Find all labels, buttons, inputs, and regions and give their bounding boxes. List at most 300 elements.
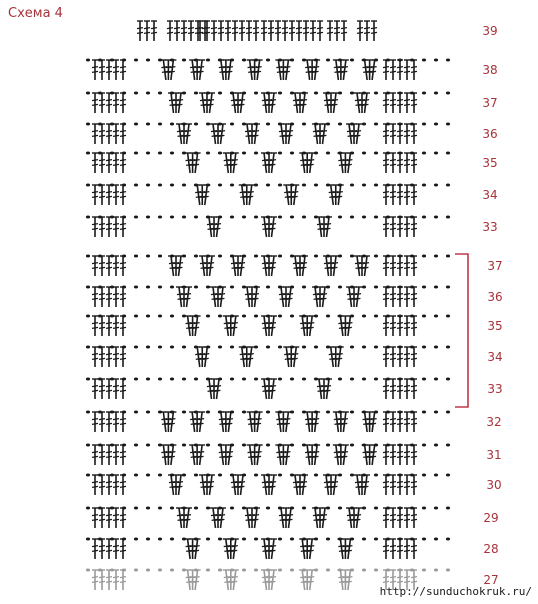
row-number: 31 [486, 448, 502, 462]
stitch-cross-bar [411, 100, 417, 101]
treble-stitch [231, 316, 239, 336]
row-labels [482, 24, 502, 587]
stitch-cross-bar [411, 456, 417, 457]
treble-stitch [231, 153, 239, 173]
treble-stitch [278, 287, 286, 307]
treble-stitch [370, 60, 378, 80]
stitch-cross-bar [92, 323, 98, 324]
chain-stitch [170, 378, 174, 381]
chain-stitch [266, 346, 270, 349]
stitch-cross-bar [397, 267, 403, 268]
chain-stitch [194, 286, 198, 289]
chain-stitch [362, 378, 366, 381]
stitch-cross-bar [411, 323, 417, 324]
treble-stitch [390, 445, 396, 465]
stitch-stem [338, 347, 341, 367]
stitch-cross-bar [275, 32, 281, 33]
stitch-stem [221, 445, 224, 465]
treble-stitch [275, 445, 283, 465]
stitch-cross-bar [390, 196, 396, 197]
chart-row [86, 315, 450, 337]
stitch-cross-bar [120, 164, 126, 165]
stitch-stem [264, 379, 267, 399]
row-number: 36 [482, 127, 498, 141]
chain-stitch [350, 184, 354, 187]
chain-stitch [374, 92, 378, 95]
treble-stitch [261, 21, 267, 41]
treble-stitch [261, 475, 269, 495]
stitch-cross-bar [92, 224, 98, 225]
stitch-stem [365, 60, 368, 80]
stitch-stem [171, 445, 174, 465]
row-number: 39 [482, 24, 498, 38]
treble-stitch [247, 412, 255, 432]
stitch-cross-bar [411, 546, 417, 547]
chain-stitch [266, 123, 270, 126]
treble-stitch [92, 570, 98, 590]
stitch-stem [307, 412, 310, 432]
treble-stitch [92, 539, 98, 559]
chain-stitch [86, 152, 90, 155]
chain-stitch [86, 507, 90, 510]
chain-stitch [326, 59, 330, 62]
chain-stitch [146, 184, 150, 187]
chain-stitch [278, 569, 282, 572]
chain-stitch [434, 507, 438, 510]
chain-stitch [446, 286, 450, 289]
stitch-cross-bar [99, 263, 105, 264]
stitch-cross-bar [232, 28, 238, 29]
stitch-stem [192, 60, 195, 80]
row-number: 28 [483, 542, 499, 556]
stitch-stem [281, 287, 284, 307]
chain-stitch [218, 569, 222, 572]
stitch-cross-bar [341, 28, 347, 29]
stitch-cross-bar [92, 192, 98, 193]
stitch-cross-bar [383, 423, 389, 424]
treble-stitch [269, 217, 277, 237]
stitch-cross-bar [397, 298, 403, 299]
stitch-cross-bar [99, 164, 105, 165]
treble-stitch [292, 475, 300, 495]
stitch-stem [221, 412, 224, 432]
treble-stitch [231, 570, 239, 590]
stitch-stem [302, 153, 305, 173]
stitch-cross-bar [404, 135, 410, 136]
stitch-stem [357, 508, 360, 528]
treble-stitch [238, 93, 246, 113]
stitch-cross-bar [92, 423, 98, 424]
stitch-cross-bar [404, 131, 410, 132]
stitch-cross-bar [383, 224, 389, 225]
treble-stitch [244, 287, 252, 307]
treble-stitch [282, 21, 288, 41]
treble-stitch [397, 445, 403, 465]
treble-stitch [411, 217, 417, 237]
stitch-cross-bar [113, 386, 119, 387]
stitch-cross-bar [371, 32, 377, 33]
stitch-stem [319, 217, 322, 237]
chain-stitch [146, 507, 150, 510]
stitch-cross-bar [181, 28, 187, 29]
treble-stitch [199, 256, 207, 276]
stitch-cross-bar [113, 546, 119, 547]
stitch-cross-bar [246, 32, 252, 33]
treble-stitch [189, 445, 197, 465]
stitch-cross-bar [120, 135, 126, 136]
chain-stitch [86, 216, 90, 219]
stitch-cross-bar [404, 294, 410, 295]
chain-stitch [254, 92, 258, 95]
stitch-stem [213, 508, 216, 528]
stitch-cross-bar [411, 67, 417, 68]
treble-stitch [284, 412, 292, 432]
treble-stitch [397, 153, 403, 173]
chart-row [86, 444, 450, 466]
chain-stitch [86, 123, 90, 126]
stitch-cross-bar [211, 32, 217, 33]
stitch-stem [294, 347, 297, 367]
treble-stitch [383, 185, 389, 205]
chain-stitch [146, 346, 150, 349]
stitch-stem [326, 475, 329, 495]
chain-stitch [422, 184, 426, 187]
treble-stitch [106, 412, 112, 432]
stitch-cross-bar [120, 386, 126, 387]
stitch-cross-bar [99, 71, 105, 72]
treble-stitch [292, 185, 300, 205]
treble-stitch [184, 508, 192, 528]
chain-stitch [182, 378, 186, 381]
stitch-stem [302, 316, 305, 336]
stitch-cross-bar [120, 67, 126, 68]
stitch-stem [278, 60, 281, 80]
chain-stitch [134, 255, 138, 258]
treble-stitch [397, 287, 403, 307]
stitch-stem [264, 570, 267, 590]
treble-stitch [334, 21, 340, 41]
chain-stitch [434, 378, 438, 381]
stitch-cross-bar [106, 577, 112, 578]
stitch-cross-bar [383, 131, 389, 132]
stitch-stem [171, 93, 174, 113]
chain-stitch [290, 538, 294, 541]
stitch-cross-bar [151, 28, 157, 29]
stitch-cross-bar [120, 104, 126, 105]
treble-stitch [252, 508, 260, 528]
treble-stitch [269, 475, 277, 495]
stitch-cross-bar [188, 28, 194, 29]
chain-stitch [422, 286, 426, 289]
treble-stitch [383, 60, 389, 80]
stitch-cross-bar [383, 100, 389, 101]
chain-stitch [170, 286, 174, 289]
chain-stitch [362, 216, 366, 219]
stitch-cross-bar [383, 550, 389, 551]
treble-stitch [184, 287, 192, 307]
stitch-stem [179, 287, 182, 307]
stitch-stem [323, 508, 326, 528]
chain-stitch [242, 152, 246, 155]
chart-row [86, 378, 450, 400]
stitch-cross-bar [261, 32, 267, 33]
stitch-stem [187, 124, 190, 144]
treble-stitch [106, 256, 112, 276]
stitch-cross-bar [120, 546, 126, 547]
stitch-cross-bar [383, 419, 389, 420]
stitch-cross-bar [120, 192, 126, 193]
stitch-cross-bar [106, 390, 112, 391]
chain-stitch [350, 444, 354, 447]
treble-stitch [341, 445, 349, 465]
chain-stitch [146, 59, 150, 62]
chain-stitch [254, 216, 258, 219]
stitch-cross-bar [99, 577, 105, 578]
treble-stitch [106, 316, 112, 336]
stitch-stem [336, 60, 339, 80]
treble-stitch [292, 93, 300, 113]
chain-stitch [362, 569, 366, 572]
chain-stitch [218, 474, 222, 477]
stitch-cross-bar [106, 298, 112, 299]
stitch-cross-bar [113, 228, 119, 229]
treble-stitch [218, 412, 226, 432]
chain-stitch [134, 474, 138, 477]
stitch-cross-bar [411, 390, 417, 391]
chain-stitch [194, 474, 198, 477]
stitch-cross-bar [357, 28, 363, 29]
row-number: 30 [486, 478, 502, 492]
chain-stitch [422, 123, 426, 126]
stitch-stem [334, 475, 337, 495]
treble-stitch [261, 316, 269, 336]
treble-stitch [299, 153, 307, 173]
stitch-cross-bar [282, 32, 288, 33]
chain-stitch [158, 152, 162, 155]
stitch-cross-bar [232, 32, 238, 33]
stitch-cross-bar [411, 419, 417, 420]
stitch-cross-bar [289, 28, 295, 29]
chain-stitch [194, 123, 198, 126]
treble-stitch [397, 93, 403, 113]
stitch-cross-bar [397, 228, 403, 229]
treble-stitch [411, 539, 417, 559]
treble-stitch [120, 539, 126, 559]
stitch-cross-bar [390, 67, 396, 68]
treble-stitch [99, 93, 105, 113]
chain-stitch [374, 346, 378, 349]
chain-stitch [446, 474, 450, 477]
treble-stitch [404, 347, 410, 367]
stitch-stem [226, 153, 229, 173]
treble-stitch [193, 539, 201, 559]
stitch-cross-bar [99, 294, 105, 295]
treble-stitch [120, 93, 126, 113]
stitch-stem [221, 124, 224, 144]
stitch-cross-bar [364, 28, 370, 29]
chain-stitch [146, 474, 150, 477]
treble-stitch [160, 60, 168, 80]
stitch-stem [281, 124, 284, 144]
stitch-cross-bar [92, 71, 98, 72]
treble-stitch [383, 124, 389, 144]
stitch-cross-bar [120, 581, 126, 582]
stitch-stem [357, 256, 360, 276]
treble-stitch [99, 316, 105, 336]
stitch-stem [286, 412, 289, 432]
stitch-stem [188, 570, 191, 590]
stitch-stem [294, 185, 297, 205]
stitch-cross-bar [239, 32, 245, 33]
treble-stitch [199, 93, 207, 113]
treble-stitch [226, 412, 234, 432]
chain-stitch [278, 346, 282, 349]
treble-stitch [214, 379, 222, 399]
treble-stitch [275, 60, 283, 80]
treble-stitch [223, 539, 231, 559]
stitch-cross-bar [383, 327, 389, 328]
chain-stitch [86, 569, 90, 572]
treble-stitch [99, 412, 105, 432]
stitch-cross-bar [397, 515, 403, 516]
treble-stitch [328, 347, 336, 367]
treble-stitch [383, 316, 389, 336]
stitch-cross-bar [310, 28, 316, 29]
chain-stitch [206, 569, 210, 572]
treble-stitch [404, 412, 410, 432]
treble-stitch [207, 256, 215, 276]
chain-stitch [254, 315, 258, 318]
treble-stitch [176, 124, 184, 144]
stitch-cross-bar [106, 358, 112, 359]
stitch-cross-bar [106, 546, 112, 547]
chart-row [86, 123, 450, 145]
chain-stitch [278, 378, 282, 381]
treble-stitch [113, 539, 119, 559]
chain-stitch [158, 286, 162, 289]
treble-stitch [239, 21, 245, 41]
treble-stitch [346, 539, 354, 559]
stitch-cross-bar [411, 486, 417, 487]
stitch-cross-bar [99, 486, 105, 487]
chain-stitch [218, 184, 222, 187]
treble-stitch [323, 256, 331, 276]
stitch-cross-bar [411, 192, 417, 193]
chain-stitch [158, 346, 162, 349]
chain-stitch [170, 123, 174, 126]
chain-stitch [206, 123, 210, 126]
chain-stitch [278, 538, 282, 541]
treble-stitch [113, 217, 119, 237]
treble-stitch [411, 287, 417, 307]
stitch-cross-bar [383, 71, 389, 72]
chain-stitch [314, 92, 318, 95]
chain-stitch [86, 538, 90, 541]
treble-stitch [411, 347, 417, 367]
stitch-cross-bar [120, 196, 126, 197]
treble-stitch [210, 508, 218, 528]
treble-stitch [269, 153, 277, 173]
stitch-cross-bar [404, 452, 410, 453]
stitch-cross-bar [106, 423, 112, 424]
chain-stitch [350, 255, 354, 258]
treble-stitch [404, 316, 410, 336]
chain-stitch [218, 255, 222, 258]
stitch-cross-bar [397, 486, 403, 487]
treble-stitch [304, 445, 312, 465]
treble-stitch [308, 153, 316, 173]
stitch-stem [348, 539, 351, 559]
stitch-cross-bar [113, 581, 119, 582]
chain-stitch [230, 216, 234, 219]
stitch-stem [195, 570, 198, 590]
treble-stitch [92, 412, 98, 432]
chain-stitch [146, 123, 150, 126]
stitch-cross-bar [411, 515, 417, 516]
stitch-cross-bar [390, 419, 396, 420]
chain-stitch [374, 216, 378, 219]
treble-stitch [106, 153, 112, 173]
treble-stitch [92, 217, 98, 237]
stitch-cross-bar [397, 419, 403, 420]
stitch-stem [247, 124, 250, 144]
stitch-stem [264, 539, 267, 559]
treble-stitch [354, 475, 362, 495]
chain-stitch [302, 123, 306, 126]
chain-stitch [86, 92, 90, 95]
treble-stitch [106, 379, 112, 399]
treble-stitch [404, 475, 410, 495]
stitch-stem [302, 539, 305, 559]
treble-stitch [354, 124, 362, 144]
treble-stitch [176, 256, 184, 276]
stitch-cross-bar [120, 486, 126, 487]
treble-stitch [304, 412, 312, 432]
stitch-cross-bar [397, 294, 403, 295]
stitch-cross-bar [106, 386, 112, 387]
stitch-stem [286, 185, 289, 205]
stitch-cross-bar [92, 228, 98, 229]
chain-stitch [362, 315, 366, 318]
treble-stitch [120, 475, 126, 495]
stitch-cross-bar [113, 267, 119, 268]
stitch-stem [255, 287, 258, 307]
stitch-cross-bar [383, 358, 389, 359]
stitch-cross-bar [397, 577, 403, 578]
chain-stitch [446, 378, 450, 381]
treble-stitch [193, 153, 201, 173]
stitch-stem [228, 60, 231, 80]
treble-stitch [390, 379, 396, 399]
stitch-cross-bar [404, 263, 410, 264]
stitch-cross-bar [411, 294, 417, 295]
stitch-stem [187, 287, 190, 307]
stitch-stem [241, 93, 244, 113]
chain-stitch [242, 569, 246, 572]
treble-stitch [244, 124, 252, 144]
stitch-stem [357, 287, 360, 307]
stitch-cross-bar [92, 482, 98, 483]
treble-stitch [390, 153, 396, 173]
treble-stitch [246, 21, 252, 41]
stitch-cross-bar [99, 456, 105, 457]
stitch-cross-bar [411, 298, 417, 299]
treble-stitch [92, 287, 98, 307]
treble-stitch [176, 287, 184, 307]
stitch-stem [307, 60, 310, 80]
treble-stitch [337, 153, 345, 173]
stitch-cross-bar [113, 263, 119, 264]
